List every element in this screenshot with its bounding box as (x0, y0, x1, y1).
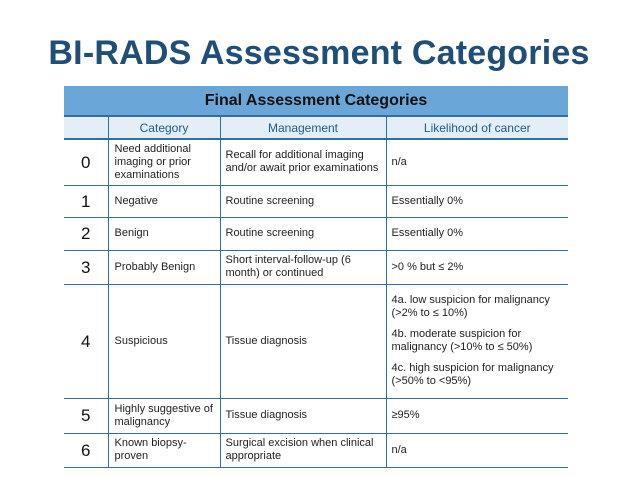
likelihood-text: Essentially 0% (386, 217, 568, 250)
likelihood-text: n/a (386, 139, 568, 185)
table-row (64, 139, 568, 185)
likelihood-4c: 4c. high suspicion for malignancy (>50% to <95%) (391, 362, 554, 387)
category-number: 2 (64, 217, 108, 250)
table-row (64, 284, 568, 398)
management-text: Recall for additional imaging and/or await prior examinations (220, 139, 386, 185)
table-row (64, 398, 568, 433)
category-name: Probably Benign (108, 250, 220, 284)
category-name: Known biopsy-proven (108, 433, 220, 467)
likelihood-4a: 4a. low suspicion for malignancy (>2% to ≤ 10%) (391, 294, 550, 319)
table-row (64, 433, 568, 467)
table-banner-row (64, 86, 568, 116)
table-row (64, 250, 568, 284)
header-likelihood: Likelihood of cancer (386, 116, 568, 139)
management-text: Routine screening (220, 217, 386, 250)
management-text: Tissue diagnosis (220, 398, 386, 433)
table-row (64, 185, 568, 217)
table-banner: Final Assessment Categories (64, 86, 568, 116)
likelihood-text: ≥95% (386, 398, 568, 433)
category-number: 0 (64, 139, 108, 185)
category-name: Need additional imaging or prior examinations (108, 139, 220, 185)
table-header-row (64, 116, 568, 139)
slide-title: BI-RADS Assessment Categories (48, 34, 590, 72)
header-category: Category (108, 116, 220, 139)
category-name: Suspicious (108, 284, 220, 398)
assessment-table (64, 86, 568, 468)
assessment-table-container (64, 86, 568, 468)
category-number: 6 (64, 433, 108, 467)
likelihood-4b: 4b. moderate suspicion for malignancy (>10% to ≤ 50%) (391, 328, 533, 353)
likelihood-text: Essentially 0% (386, 185, 568, 217)
category-name: Benign (108, 217, 220, 250)
likelihood-text: n/a (386, 433, 568, 467)
category-number: 3 (64, 250, 108, 284)
management-text: Short interval-follow-up (6 month) or continued (220, 250, 386, 284)
header-management: Management (220, 116, 386, 139)
category-name: Highly suggestive of malignancy (108, 398, 220, 433)
category-number: 4 (64, 284, 108, 398)
management-text: Surgical excision when clinical appropriate (220, 433, 386, 467)
likelihood-cell (386, 284, 568, 398)
category-name: Negative (108, 185, 220, 217)
table-row (64, 217, 568, 250)
category-number: 5 (64, 398, 108, 433)
likelihood-text: >0 % but ≤ 2% (386, 250, 568, 284)
management-text: Routine screening (220, 185, 386, 217)
category-number: 1 (64, 185, 108, 217)
header-number (64, 116, 108, 139)
management-text: Tissue diagnosis (220, 284, 386, 398)
